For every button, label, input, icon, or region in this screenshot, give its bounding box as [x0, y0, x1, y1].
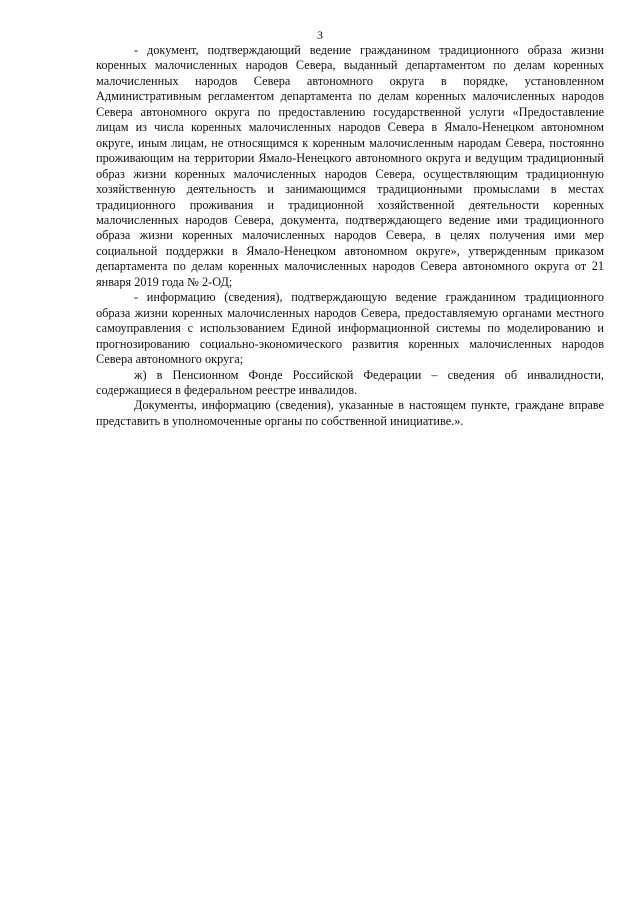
paragraph-own-initiative: Документы, информацию (сведения), указанные в настоящем пункте, граждане вправе представить в уполномоченные органы по собственной инициативе.».: [96, 398, 604, 428]
page-number: 3: [317, 28, 323, 42]
paragraph-information-confirmation: - информацию (сведения), подтверждающую ведение гражданином традиционного образа жизни коренных малочисленных народов Севера, предоставляемую органами местного самоуправления с использованием Единой информационной системы по моделированию и прогнозированию социально-экономического развития коренных малочисленных народов Севера автономного округа;: [96, 290, 604, 367]
paragraph-pension-fund: ж) в Пенсионном Фонде Российской Федерации – сведения об инвалидности, содержащиеся в федеральном реестре инвалидов.: [96, 367, 604, 397]
paragraph-document-confirmation: - документ, подтверждающий ведение гражданином традиционного образа жизни коренных малочисленных народов Севера, выданный департаментом по делам коренных малочисленных народов Севера автономного округа в порядке, установленном Административным регламентом департамента по делам коренных малочисленных народов Севера автономного округа по предоставлению государственной услуги «Предоставление лицам из числа коренных малочисленных народов Севера в Ямало-Ненецком автономном округе, иным лицам, не относящимся к коренным малочисленным народам Севера, постоянно проживающим на территории Ямало-Ненецкого автономного округа и ведущим традиционный образ жизни коренных малочисленных народов Севера, осуществляющим традиционную хозяйственную деятельность и занимающимся традиционными промыслами в местах традиционного проживания и традиционной хозяйственной деятельности коренных малочисленных народов Севера, документа, подтверждающего ведение ими традиционного образа жизни коренных малочисленных народов Севера, в целях получения ими мер социальной поддержки в Ямало-Ненецком автономном округе», утвержденным приказом департамента по делам коренных малочисленных народов Севера автономного округа от 21 января 2019 года № 2-ОД;: [96, 43, 604, 289]
document-body: [96, 43, 604, 429]
